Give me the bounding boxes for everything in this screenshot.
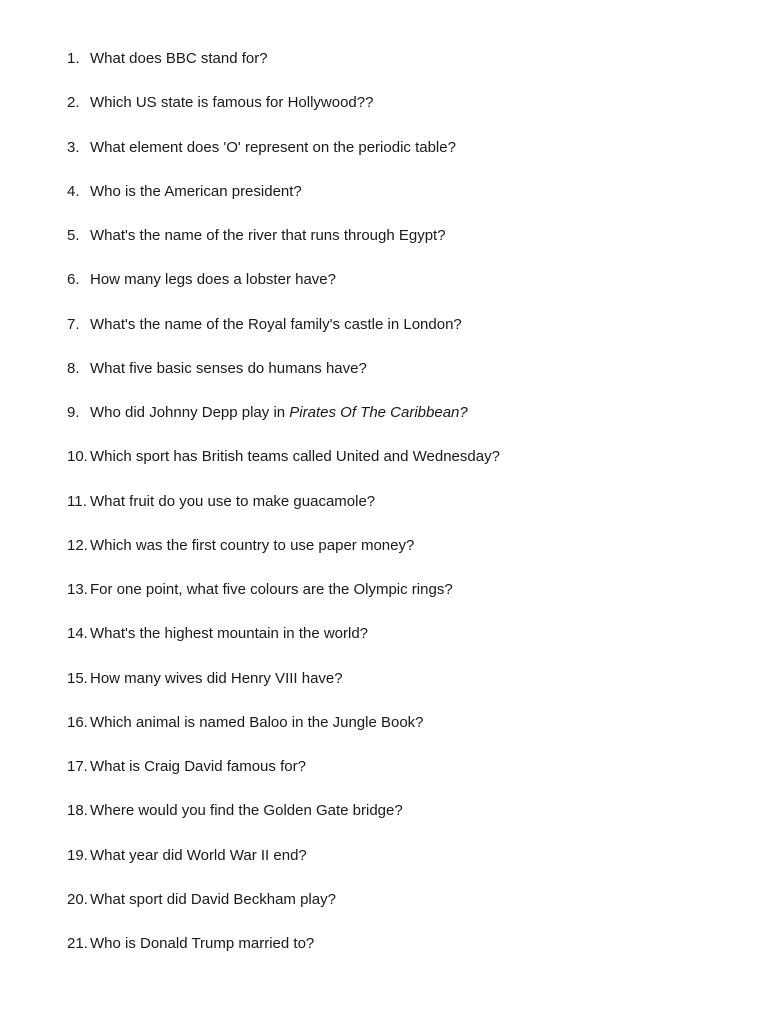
question-number: 19.	[67, 846, 88, 864]
question-text: What's the highest mountain in the world?	[90, 625, 369, 643]
question-item	[67, 712, 500, 756]
question-text: Which sport has British teams called United and Wednesday?	[90, 448, 500, 466]
question-text	[90, 402, 468, 424]
question-number: 20.	[67, 890, 88, 908]
question-number: 15.	[67, 669, 88, 687]
question-item	[67, 402, 500, 446]
question-text: For one point, what five colours are the Olympic rings?	[90, 581, 453, 598]
question-number: 17.	[67, 758, 88, 775]
question-number: 21.	[67, 935, 88, 952]
movie-title: Pirates Of The Caribbean?	[289, 404, 468, 421]
quiz-question-list	[67, 48, 500, 977]
question-number: 13.	[67, 581, 88, 598]
question-item	[67, 446, 500, 490]
question-text: Who is the American president?	[90, 182, 302, 200]
question-text: Which was the first country to use paper money?	[90, 536, 415, 554]
question-text: Which animal is named Baloo in the Jungle Book?	[90, 713, 424, 731]
question-text: What does BBC stand for?	[90, 50, 268, 67]
question-item	[67, 92, 500, 136]
question-text: What's the name of the Royal family's castle in London?	[90, 315, 462, 333]
question-text: What fruit do you use to make guacamole?	[90, 492, 376, 510]
question-number: 3.	[67, 138, 80, 156]
question-text: What sport did David Beckham play?	[90, 890, 336, 908]
question-number: 18.	[67, 802, 88, 820]
question-number: 4.	[67, 182, 80, 200]
question-item	[67, 889, 500, 933]
question-item	[67, 623, 500, 667]
question-item	[67, 579, 500, 623]
question-item	[67, 845, 500, 889]
question-item	[67, 48, 500, 92]
question-number: 10.	[67, 448, 88, 466]
question-item	[67, 756, 500, 800]
question-item	[67, 137, 500, 181]
question-item	[67, 933, 500, 977]
question-number: 14.	[67, 625, 88, 643]
question-text: How many wives did Henry VIII have?	[90, 669, 343, 687]
question-text: What year did World War II end?	[90, 846, 307, 864]
question-text: What's the name of the river that runs through Egypt?	[90, 227, 446, 244]
question-number: 6.	[67, 271, 80, 289]
question-item	[67, 269, 500, 313]
question-item	[67, 225, 500, 269]
question-item	[67, 800, 500, 844]
question-number: 16.	[67, 713, 88, 731]
question-text: What element does 'O' represent on the periodic table?	[90, 138, 456, 156]
question-item	[67, 535, 500, 579]
question-number: 8.	[67, 359, 80, 377]
question-item	[67, 181, 500, 225]
question-number: 2.	[67, 94, 80, 112]
question-item	[67, 314, 500, 358]
question-text: Where would you find the Golden Gate bridge?	[90, 802, 403, 820]
question-text: Which US state is famous for Hollywood??	[90, 94, 374, 112]
question-number: 1.	[67, 50, 80, 67]
question-text: Who is Donald Trump married to?	[90, 935, 315, 952]
question-text: How many legs does a lobster have?	[90, 271, 336, 289]
question-text: What five basic senses do humans have?	[90, 359, 367, 377]
question-item	[67, 358, 500, 402]
question-text: What is Craig David famous for?	[90, 758, 306, 775]
question-number: 11.	[67, 492, 87, 510]
question-item	[67, 668, 500, 712]
question-number: 7.	[67, 315, 80, 333]
question-text-plain: Who did Johnny Depp play in	[90, 404, 290, 421]
question-number: 5.	[67, 227, 80, 244]
question-number: 9.	[67, 404, 80, 421]
question-item	[67, 491, 500, 535]
question-number: 12.	[67, 536, 88, 554]
